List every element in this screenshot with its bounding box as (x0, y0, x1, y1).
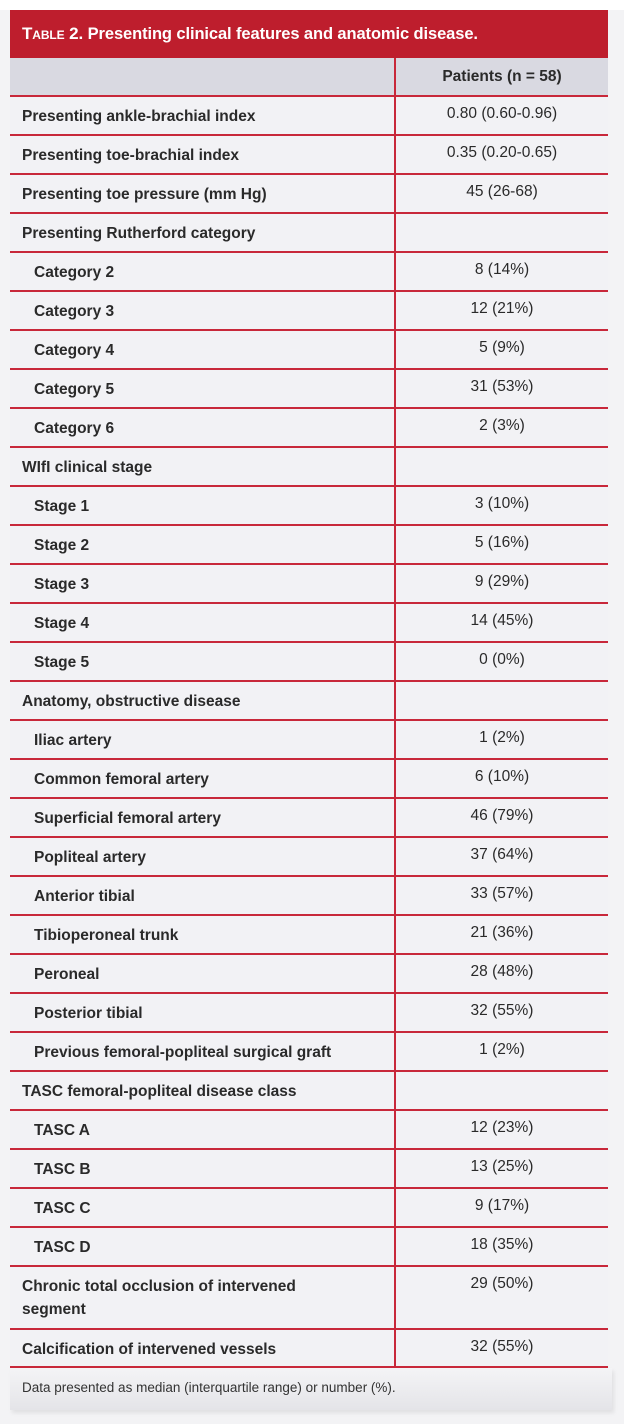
table-number: Table 2. (22, 24, 84, 43)
table-subrow (10, 331, 608, 370)
table-row (10, 1072, 608, 1111)
table-subrow (10, 955, 608, 994)
table-subrow (10, 877, 608, 916)
row-value: 37 (64%) (470, 846, 534, 863)
table-subrow (10, 292, 608, 331)
row-value: 6 (10%) (474, 768, 530, 785)
row-value: 45 (26-68) (466, 183, 538, 200)
row-label: TASC A (10, 1111, 396, 1148)
row-value: 13 (25%) (470, 1158, 534, 1175)
table-subrow (10, 838, 608, 877)
table-body (10, 97, 608, 1368)
row-label: Superficial femoral artery (10, 799, 396, 836)
row-label: Stage 5 (10, 643, 396, 680)
row-label: Anatomy, obstructive disease (10, 682, 396, 719)
row-value: 21 (36%) (470, 924, 534, 941)
row-value: 9 (29%) (474, 573, 530, 590)
row-value: 33 (57%) (470, 885, 534, 902)
row-label: Presenting Rutherford category (10, 214, 396, 251)
row-label: Tibioperoneal trunk (10, 916, 396, 953)
row-label: Category 6 (10, 409, 396, 446)
row-value: 0.80 (0.60-0.96) (446, 105, 558, 122)
row-label: WIfI clinical stage (10, 448, 396, 485)
row-value: 5 (9%) (479, 339, 525, 356)
table-footnote: Data presented as median (interquartile range) or number (%). (10, 1368, 612, 1410)
table-row (10, 136, 608, 175)
row-label: Popliteal artery (10, 838, 396, 875)
row-value: 31 (53%) (470, 378, 534, 395)
table-row (10, 214, 608, 253)
row-value: 5 (16%) (474, 534, 530, 551)
table-subrow (10, 487, 608, 526)
row-value: 32 (55%) (470, 1002, 534, 1019)
table-subrow (10, 526, 608, 565)
row-value: 18 (35%) (470, 1236, 534, 1253)
table-subrow (10, 1189, 608, 1228)
row-label: Calcification of intervened vessels (10, 1330, 396, 1366)
row-label: Peroneal (10, 955, 396, 992)
row-label: Previous femoral-popliteal surgical graft (10, 1033, 396, 1070)
table-subrow (10, 1228, 608, 1267)
row-label: Category 5 (10, 370, 396, 407)
table-subrow (10, 604, 608, 643)
page-top-margin (0, 0, 624, 10)
row-label: Stage 3 (10, 565, 396, 602)
table-row (10, 97, 608, 136)
row-value: 12 (23%) (470, 1119, 534, 1136)
row-label: Presenting toe pressure (mm Hg) (10, 175, 396, 212)
row-value: 1 (2%) (479, 1041, 525, 1058)
row-value: 9 (17%) (474, 1197, 530, 1214)
row-value: 8 (14%) (474, 261, 530, 278)
row-value (396, 1072, 608, 1109)
row-value: 29 (50%) (470, 1275, 534, 1292)
table-subrow (10, 1111, 608, 1150)
table-row (10, 1267, 608, 1330)
table-title (10, 10, 608, 58)
row-value: 3 (10%) (474, 495, 530, 512)
row-label: Category 3 (10, 292, 396, 329)
table-caption: Presenting clinical features and anatomic disease. (83, 24, 478, 43)
table-row (10, 175, 608, 214)
row-value: 0.35 (0.20-0.65) (446, 144, 558, 161)
row-label: Chronic total occlusion of intervened segment (10, 1267, 396, 1328)
table-subrow (10, 1033, 608, 1072)
column-header-row (10, 58, 608, 97)
row-value: 1 (2%) (479, 729, 525, 746)
table-row (10, 448, 608, 487)
table-subrow (10, 799, 608, 838)
table-subrow (10, 370, 608, 409)
row-value: 12 (21%) (470, 300, 534, 317)
row-label: Stage 4 (10, 604, 396, 641)
row-label: Category 4 (10, 331, 396, 368)
table-subrow (10, 409, 608, 448)
row-label: Presenting ankle-brachial index (10, 97, 396, 134)
row-label: TASC B (10, 1150, 396, 1187)
row-label: Common femoral artery (10, 760, 396, 797)
row-label: TASC C (10, 1189, 396, 1226)
row-value (396, 214, 608, 251)
row-value (396, 682, 608, 719)
column-header-empty (10, 58, 396, 95)
row-value: 0 (0%) (479, 651, 525, 668)
row-label: TASC femoral-popliteal disease class (10, 1072, 396, 1109)
table-row (10, 682, 608, 721)
row-value (396, 448, 608, 485)
row-value: 28 (48%) (470, 963, 534, 980)
table-subrow (10, 1150, 608, 1189)
row-value: 2 (3%) (479, 417, 525, 434)
row-label: Stage 1 (10, 487, 396, 524)
table-row (10, 1330, 608, 1368)
row-value: 46 (79%) (470, 807, 534, 824)
row-value: 32 (55%) (470, 1338, 534, 1355)
column-header-patients: Patients (n = 58) (442, 68, 562, 85)
table-subrow (10, 721, 608, 760)
row-label: TASC D (10, 1228, 396, 1265)
table-subrow (10, 994, 608, 1033)
table-subrow (10, 565, 608, 604)
row-label: Category 2 (10, 253, 396, 290)
table-subrow (10, 253, 608, 292)
row-label: Presenting toe-brachial index (10, 136, 396, 173)
row-label: Anterior tibial (10, 877, 396, 914)
row-label: Stage 2 (10, 526, 396, 563)
table-subrow (10, 760, 608, 799)
row-label: Posterior tibial (10, 994, 396, 1031)
table-subrow (10, 643, 608, 682)
table-subrow (10, 916, 608, 955)
row-value: 14 (45%) (470, 612, 534, 629)
clinical-features-table (10, 10, 608, 1410)
row-label: Iliac artery (10, 721, 396, 758)
